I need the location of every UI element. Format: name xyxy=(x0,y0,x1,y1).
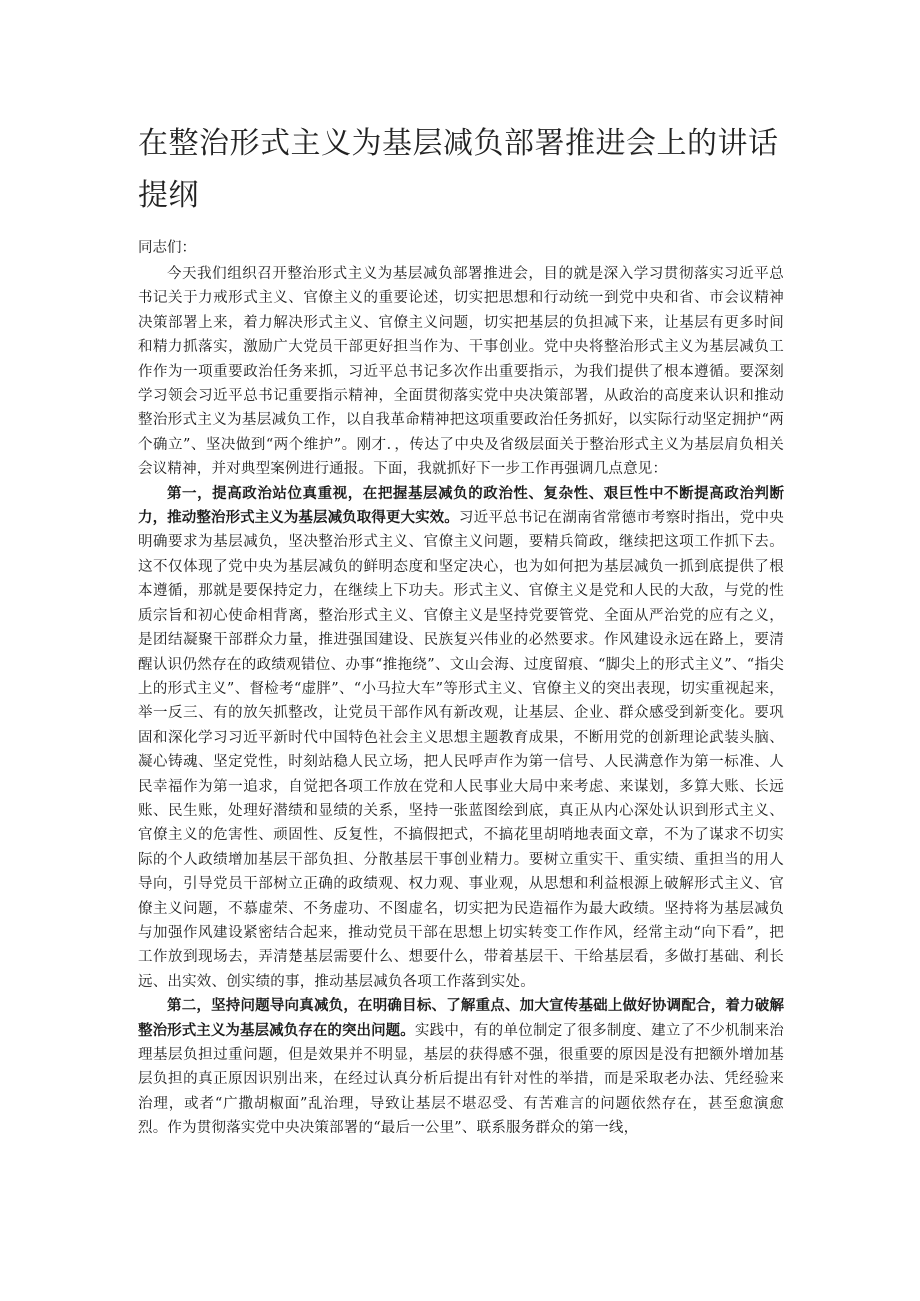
section-2-body: 实践中，有的单位制定了很多制度、建立了不少机制来治理基层负担过重问题，但是效果并不明显，基层的获得感不强，很重要的原因是没有把额外增加基层负担的真正原因识别出来，在经过认真分析后提出有针对性的举措，而是采取老办法、凭经验来治理，或者“广撒胡椒面”乱治理，导致让基层不堪忍受、有苦难言的问题依然存在，甚至愈演愈烈。作为贯彻落实党中央决策部署的“最后一公里”、联系服务群众的第一线， xyxy=(138,1022,785,1137)
section-1-heading: 第一，提高政治站位真重视，在把握基层减负的政治性、复杂性、艰巨性中不断提高政治判断力，推动整治形式主义为基层减负取得更大实效。 xyxy=(138,485,784,527)
intro-paragraph: 今天我们组织召开整治形式主义为基层减负部署推进会，目的就是深入学习贯彻落实习近平总书记关于力戒形式主义、官僚主义的重要论述，切实把思想和行动统一到党中央和省、市会议精神决策部署上来，着力解决形式主义、官僚主义问题，切实把基层的负担减下来，让基层有更多时间和精力抓落实，激励广大党员干部更好担当作为、干事创业。党中央将整治形式主义为基层减负工作作为一项重要政治任务来抓，习近平总书记多次作出重要指示，为我们提供了根本遵循。要深刻学习领会习近平总书记重要指示精神，全面贯彻落实党中央决策部署，从政治的高度来认识和推动整治形式主义为基层减负工作，以自我革命精神把这项重要政治任务抓好，以实际行动坚定拥护“两个确立”、坚决做到“两个维护”。刚才．，传达了中央及省级层面关于整治形式主义为基层肩负相关会议精神，并对典型案例进行通报。下面，我就抓好下一步工作再强调几点意见： xyxy=(138,266,784,478)
section-2-heading: 第二，坚持问题导向真减负，在明确目标、了解重点、加大宣传基础上做好协调配合，着力破解整治形式主义为基层减负存在的突出问题。 xyxy=(138,998,784,1039)
document-title: 在整治形式主义为基层减负部署推进会上的讲话提纲 xyxy=(138,126,779,213)
section-1-paragraph xyxy=(138,482,784,995)
salutation: 同志们： xyxy=(138,240,196,256)
section-2-paragraph xyxy=(138,994,784,1140)
section-1-body: 习近平总书记在湖南省常德市考察时指出，党中央明确要求为基层减负，坚决整治形式主义、官僚主义问题，要精兵简政，继续把这项工作抓下去。这不仅体现了党中央为基层减负的鲜明态度和坚定决心，也为如何把为基层减负一抓到底提供了根本遵循，那就是要保持定力，在继续上下功夫。形式主义、官僚主义是党和人民的大敌，与党的性质宗旨和初心使命相背离，整治形式主义、官僚主义是坚持党要管党、全面从严治党的应有之义，是团结凝聚干部群众力量，推进强国建设、民族复兴伟业的必然要求。作风建设永远在路上，要清醒认识仍然存在的政绩观错位、办事“推拖绕”、文山会海、过度留痕、“脚尖上的形式主义”、“指尖上的形式主义”、督检考“虚胖”、“小马拉大车”等形式主义、官僚主义的突出表现，切实重视起来，举一反三、有的放矢抓整改，让党员干部作风有新改观，让基层、企业、群众感受到新变化。要巩固和深化学习习近平新时代中国特色社会主义思想主题教育成果，不断用党的创新理论武装头脑、凝心铸魂、坚定党性，时刻站稳人民立场，把人民呼声作为第一信号、人民满意作为第一标准、人民幸福作为第一追求，自觉把各项工作放在党和人民事业大局中来考虑、来谋划，多算大账、长远账、民生账，处理好潜绩和显绩的关系，坚持一张蓝图绘到底，真正从内心深处认识到形式主义、官僚主义的危害性、顽固性、反复性，不搞假把式，不搞花里胡哨地表面文章，不为了谋求不切实际的个人政绩增加基层干部负担、分散基层干事创业精力。要树立重实干、重实绩、重担当的用人导向，引导党员干部树立正确的政绩观、权力观、事业观，从思想和利益根源上破解形式主义、官僚主义问题，不慕虚荣、不务虚功、不图虚名，切实把为民造福作为最大政绩。坚持将为基层减负与加强作风建设紧密结合起来，推动党员干部在思想上切实转变工作作风，经常主动“向下看”，把工作放到现场去，弄清楚基层需要什么、想要什么，带着基层干、干给基层看，多做打基础、利长远、出实效、创实绩的事，推动基层减负各项工作落到实处。 xyxy=(138,510,784,990)
document-page xyxy=(138,118,784,1141)
